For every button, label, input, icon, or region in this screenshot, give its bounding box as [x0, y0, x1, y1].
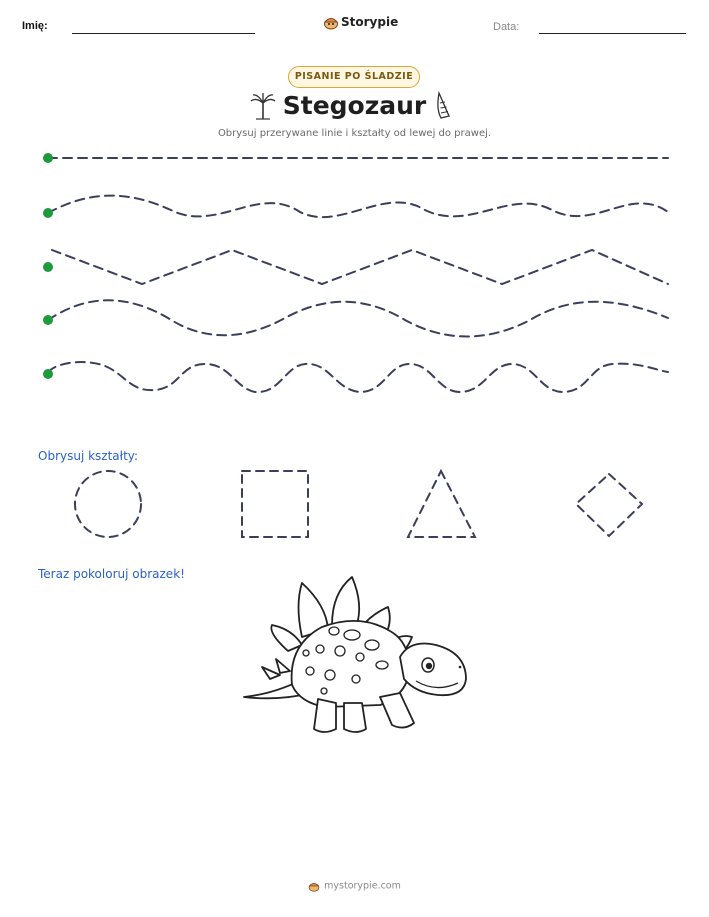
start-dot-4: [43, 315, 53, 325]
brand-name: Storypie: [341, 15, 399, 29]
pie-mascot-icon: [308, 880, 320, 892]
start-dot-3: [43, 262, 53, 272]
tracing-line-wave-2: [48, 300, 668, 336]
tracing-line-zigzag: [52, 250, 668, 284]
horn-shell-icon: [433, 91, 455, 121]
trace-diamond: [576, 474, 642, 536]
trace-circle: [75, 471, 141, 537]
start-dot-5: [43, 369, 53, 379]
start-dot-1: [43, 153, 53, 163]
tracing-line-wave: [48, 196, 668, 217]
stegosaurus-illustration: [240, 575, 470, 741]
palm-tree-icon: [248, 91, 278, 121]
footer-url[interactable]: mystorypie.com: [324, 880, 401, 892]
tracing-line-bumps: [48, 362, 668, 392]
page-title: Stegozaur: [282, 91, 427, 120]
activity-badge: PISANIE PO ŚLADZIE: [288, 66, 420, 88]
date-label: Data:: [493, 21, 520, 33]
start-dot-2: [43, 208, 53, 218]
instructions: Obrysuj przerywane linie i kształty od lewej do prawej.: [217, 128, 492, 139]
coloring-section-label: Teraz pokoloruj obrazek!: [38, 567, 185, 581]
name-write-line[interactable]: [72, 33, 255, 34]
brand-logo: [323, 13, 403, 31]
pie-mascot-icon: [323, 14, 339, 30]
trace-triangle: [408, 471, 475, 537]
date-write-line[interactable]: [539, 33, 686, 34]
trace-square: [242, 471, 308, 537]
shapes-section-label: Obrysuj kształty:: [38, 449, 139, 463]
footer: [0, 880, 709, 892]
name-label: Imię:: [22, 20, 48, 32]
